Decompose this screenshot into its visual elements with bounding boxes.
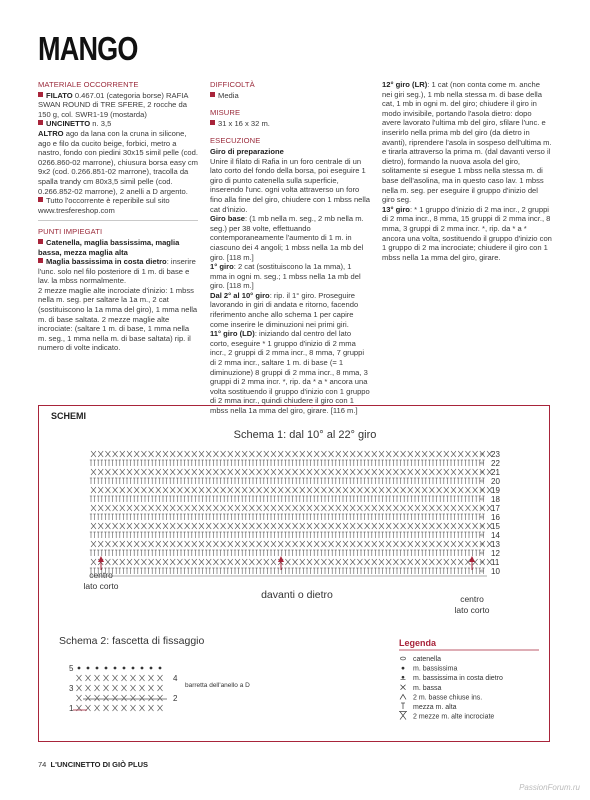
label-centro-right: centro [460, 594, 484, 604]
dot-icon [402, 667, 405, 670]
row-number: 3 [69, 684, 74, 693]
row-number: 14 [491, 531, 500, 540]
slip-stitch-mark [123, 667, 126, 670]
legend-label: m. bassissima in costa dietro [413, 675, 503, 683]
dot-under-icon [401, 676, 406, 680]
difficulty-value: Media [210, 91, 370, 101]
material-item: UNCINETTO n. 3,5 [38, 119, 198, 129]
legend-label: m. bassissima [413, 665, 458, 673]
execution-paragraph: Giro base: (1 mb nella m. seg., 2 mb nella m. seg.) per 38 volte, effettuando contemporaneamente l'aumento di 1 m. in ciascuno dei 4 angoli; 1 mbss nella 1a mb del giro. [118 m.] [210, 214, 364, 262]
schema2-chart [69, 664, 178, 713]
legend-item [402, 666, 458, 673]
legend-label: catenella [413, 656, 442, 663]
execution-subtitle: Giro di preparazione [210, 146, 284, 156]
row-number: 21 [491, 468, 500, 477]
schema1-row [91, 559, 492, 565]
legend-item [400, 694, 482, 701]
execution-paragraph: Dal 2° al 10° giro: rip. il 1° giro. Proseguire lavorando in giri di andata e ritorno, facendo riferimento anche allo schema 1 per capire come inserire le diminuzioni nei primi giri. [210, 290, 359, 329]
bullet-square-icon [38, 92, 43, 97]
page-footer [38, 760, 148, 769]
legend-item [401, 703, 457, 711]
execution-paragraph: 1° giro: 2 cat (sostituiscono la 1a mma), 1 mma in ogni m. seg.; 1 mbss nella 1a mb del giro. [118 m.] [210, 262, 361, 291]
bullet-square-icon [38, 239, 43, 244]
measures-header: MISURE [210, 108, 241, 118]
row-number: 11 [491, 558, 500, 567]
execution-paragraph: Unire il filato di Rafia in un foro centrale di un lato corto del fondo della borsa, poi eseguire 1 giro di punto catenella sulla superficie, inserendo l'unc. ogni volta attraverso un foro fino alla fine del giro, chiudere con 1 mbss nella cat d'inizio. [210, 156, 370, 214]
legend-label: mezza m. alta [413, 704, 457, 711]
schemi-title: SCHEMI [51, 411, 87, 421]
watermark: PassionForum.ru [519, 783, 580, 792]
bullet-square-icon [210, 120, 215, 125]
bullet-square-icon [210, 92, 215, 97]
schema1-row [90, 478, 485, 484]
execution-paragraph: 12° giro (LR): 1 cat (non conta come m. anche nei giri seg.), 1 mb nella stessa m. di base della cat, 1 mb in ogni m. del giro; chiudere il giro in modo invisibile, portando l'asola dietro: dopo avere lavorato l'ultima mb del giro, sfilare l'unc. e inserirlo nella prima mb del giro (da dietro in avanti), riprendere l'asola in sospeso dell'ultima m. e tirarla attraverso la prima m. (dal davanti verso il dietro), formando la nuova asola del giro, solitamente si esegue 1 mbss nella stessa m. di base dell'asolina, ma in questo caso lav. 1 mbss nella m. seg. per eseguire il gruppo d'inizio del giro seg. [382, 80, 552, 205]
slip-stitch-mark [96, 667, 99, 670]
execution-paragraph: 13° giro: * 1 gruppo d'inizio di 2 ma incr., 2 gruppi di 2 mma incr., 8 mma, 15 gruppi di 2 mma incr., 8 mma, 3 gruppi di 2 mma incr. *, rip. da * a * ancora una volta, sostituendo il gruppo d'inizio con 1 gruppo di 2 ma incrociate; chiudere il giro con 1 mbss nella 1a mma del giro, girare. [382, 204, 552, 262]
row-number: 17 [491, 504, 500, 513]
schema1-title: Schema 1: dal 10° al 22° giro [233, 429, 377, 441]
stitch-item: 2 mezze maglie alte incrociate d'inizio: 1 mbss nella m. seg. per saltare la 1a m., 2 cat (sostituiscono la 1a mma del giro), 1 mma nella m. di base saltata. 2 mezze maglie alte incrociate: (saltare 1 m. di base, 1 mma nella m. seg., 1 mma nella m. di base saltata) rip. il numero di volte indicato. [38, 285, 198, 353]
schema1-row-labels [491, 450, 500, 576]
bullet-square-icon [38, 120, 43, 125]
page-number: 74 [38, 760, 47, 769]
schema2-row [77, 675, 163, 681]
schemi-box [38, 405, 550, 742]
stitch-item: Maglia bassissima in costa dietro: inserire l'unc. solo nel filo posteriore di 1 m. di base e lav. la mbss normalmente. [38, 257, 196, 286]
label-lato-corto-left: lato corto [83, 581, 119, 591]
schema1-row [91, 469, 492, 475]
page-title: MANGO [38, 30, 138, 67]
column-materials [38, 80, 198, 353]
schema1-row [91, 541, 492, 547]
stitches-header: PUNTI IMPIEGATI [38, 227, 103, 237]
schema1-chart [90, 451, 492, 576]
row-number: 23 [491, 450, 500, 459]
column-execution-cont [382, 80, 552, 262]
legend-item [401, 656, 442, 663]
arc-icon [400, 694, 406, 699]
label-centro-left: centro [89, 570, 113, 580]
row-number: 5 [69, 664, 74, 673]
schema2-title: Schema 2: fascetta di fissaggio [59, 635, 205, 647]
row-number: 15 [491, 522, 500, 531]
legend-item [399, 712, 494, 721]
execution-header: ESECUZIONE [210, 136, 261, 146]
schemi-diagram [39, 406, 551, 743]
schema1-row [90, 568, 485, 574]
column-execution [210, 80, 370, 416]
schema1-row [90, 514, 485, 520]
schema1-row [91, 523, 492, 529]
slip-stitch-mark [150, 667, 153, 670]
t-icon [401, 703, 405, 709]
schema1-row [90, 460, 485, 466]
material-item: ALTRO ago da lana con la cruna in silicone, ago e filo da cucito beige, forbici, metro a nastro, fondo con piedini 30x15 simil pelle (cod. 0266.860-02 marrone), chiusura borsa easy cm 9x2 (cod. 0.266.851-02 marrone), tracolla da spalla trandy cm 80x3,5 simil pelle (cod. 0.266.852-02 marrone), 2 anelli a D argento. [38, 128, 198, 196]
material-item: FILATO 0.467.01 (categoria borse) RAFIA SWAN ROUND di TRE SFERE, 2 rocche da 150 g, col. SWR1-19 (mostarda) [38, 90, 188, 119]
row-number: 4 [173, 674, 178, 683]
measures-value: 31 x 16 x 32 m. [210, 119, 370, 129]
legend-title: Legenda [399, 638, 437, 648]
legend-label: m. bassa [413, 684, 442, 692]
row-number: 12 [491, 549, 500, 558]
schema2-row [77, 685, 163, 691]
schema2-note: barretta dell'anello a D [185, 682, 250, 689]
difficulty-header: DIFFICOLTÀ [210, 80, 255, 89]
schema2-row [77, 705, 163, 711]
row-number: 13 [491, 540, 500, 549]
bullet-square-icon [38, 197, 43, 202]
tx-icon [399, 712, 407, 720]
row-number: 2 [173, 694, 178, 703]
legend-label: 2 mezze m. alte incrociate [413, 713, 495, 721]
row-number: 18 [491, 495, 500, 504]
material-item: Tutto l'occorrente è reperibile sul sito www.tresfereshop.com [38, 196, 170, 215]
materials-header: MATERIALE OCCORRENTE [38, 80, 139, 89]
x-icon [401, 685, 406, 690]
schema1-row [91, 451, 492, 457]
slip-stitch-mark [114, 667, 117, 670]
schema1-row [90, 532, 485, 538]
legend-item [401, 675, 503, 682]
execution-paragraph: 11° giro (LD): iniziando dal centro del lato corto, eseguire * 1 gruppo d'inizio di 2 mma incr., 2 gruppi di 2 mma incr., 8 mma, 7 gruppi di 2 mma incr., saltare 1 m. di base (= 1 diminuzione) 8 gruppi di 2 mma incr., 8 mma, 3 gruppi di 2 mma incr. *, rip. da * a * ancora una volta sostituendo il gruppo d'inizio con 1 gruppo di 2 mma incr., quindi chiudere il giro con 1 mbss nella 1a mma del giro, girare. [116 m.] [210, 329, 370, 415]
slip-stitch-mark [78, 667, 81, 670]
slip-stitch-mark [87, 667, 90, 670]
label-lato-corto-right: lato corto [454, 605, 490, 615]
row-number: 16 [491, 513, 500, 522]
schema1-row [90, 550, 485, 556]
schema2-row [77, 695, 163, 701]
row-number: 1 [69, 704, 74, 713]
slip-stitch-mark [141, 667, 144, 670]
slip-stitch-mark [105, 667, 108, 670]
oval-icon [401, 657, 406, 660]
row-number: 22 [491, 459, 500, 468]
row-number: 19 [491, 486, 500, 495]
schema1-row [90, 496, 485, 502]
row-number: 20 [491, 477, 500, 486]
schema1-row [91, 505, 492, 511]
row-number: 10 [491, 567, 500, 576]
schema2-row [78, 667, 162, 670]
stitch-item: Catenella, maglia bassissima, maglia bassa, mezza maglia alta [38, 237, 180, 257]
bullet-square-icon [38, 258, 43, 263]
divider [38, 220, 198, 221]
slip-stitch-mark [159, 667, 162, 670]
magazine-name: L'UNCINETTO DI GIÒ PLUS [50, 760, 148, 769]
slip-stitch-mark [132, 667, 135, 670]
label-davanti-dietro: davanti o dietro [261, 589, 333, 601]
legend-list [399, 656, 503, 721]
schema1-row [91, 487, 492, 493]
legend-item [401, 685, 442, 692]
legend-label: 2 m. basse chiuse ins. [413, 694, 483, 702]
